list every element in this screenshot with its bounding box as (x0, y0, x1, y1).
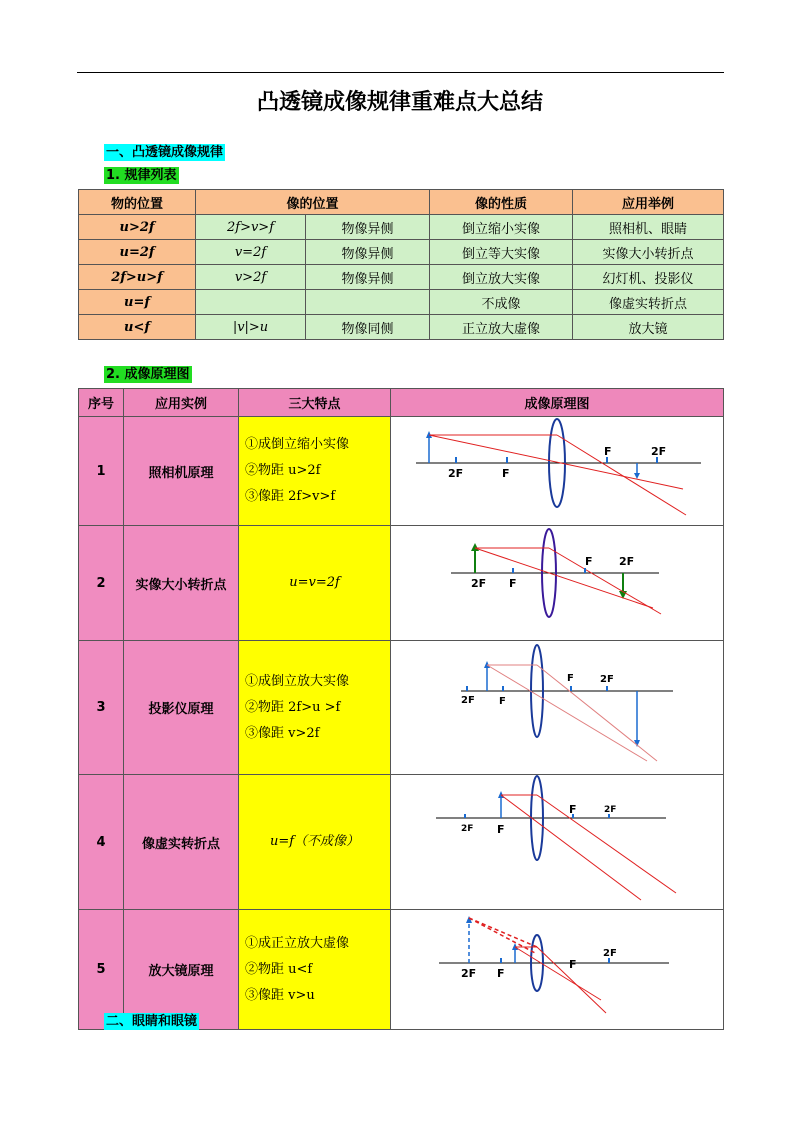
feature-line: ②物距 u>2f (245, 463, 321, 478)
label-2f-right: 2F (619, 555, 635, 568)
image-side-cell: 物像异侧 (306, 265, 430, 290)
label-2f-left: 2F (448, 467, 464, 480)
image-position-cell: |v|>u (196, 315, 306, 340)
feature-line: ③像距 v>u (245, 987, 315, 1003)
features-cell (239, 526, 391, 641)
virtual-ray-line (469, 918, 537, 947)
object-position-cell: u>2f (79, 215, 196, 240)
feature-line: u=v=2f (289, 575, 340, 590)
label-f-left: F (499, 696, 506, 707)
ray-line (537, 947, 606, 1013)
image-side-cell: 物像异侧 (306, 240, 430, 265)
table-row (79, 265, 724, 290)
table-row (79, 240, 724, 265)
object-position-cell: 2f>u>f (79, 265, 196, 290)
label-f-right: F (604, 445, 612, 458)
label-2f-left: 2F (461, 695, 475, 706)
virtual-ray-line (469, 918, 537, 954)
label-f-right: F (569, 803, 577, 816)
label-f-right: F (585, 555, 593, 568)
header-diagram: 成像原理图 (391, 389, 724, 417)
image-nature-cell: 倒立缩小实像 (430, 215, 573, 240)
label-f-right: F (567, 673, 574, 684)
label-2f-right: 2F (651, 445, 667, 458)
principle-table (78, 388, 724, 1030)
subheading-rules-table: 1. 规律列表 (106, 168, 177, 183)
row-number: 1 (79, 417, 124, 526)
object-position-cell: u=2f (79, 240, 196, 265)
feature-line: ②物距 2f>u >f (245, 699, 341, 715)
table-row (79, 526, 724, 641)
header-features: 三大特点 (239, 389, 391, 417)
label-f-left: F (497, 967, 505, 980)
features-cell (239, 641, 391, 775)
row-number: 4 (79, 775, 124, 910)
page-title: 凸透镜成像规律重难点大总结 (256, 90, 543, 115)
application-cell: 放大镜 (573, 315, 724, 340)
table-row (79, 641, 724, 775)
example-cell: 投影仪原理 (124, 641, 239, 775)
table-row (79, 775, 724, 910)
ray-line (515, 947, 601, 1000)
feature-line: ②物距 u<f (245, 961, 313, 977)
object-arrowhead-icon (471, 543, 479, 551)
section-heading-2: 二、眼睛和眼镜 (106, 1014, 198, 1029)
rules-table (78, 189, 724, 340)
application-cell: 像虚实转折点 (573, 290, 724, 315)
header-number: 序号 (79, 389, 124, 417)
table-row (79, 417, 724, 526)
label-2f-right: 2F (603, 948, 617, 959)
subheading-principle-diagrams: 2. 成像原理图 (106, 367, 190, 382)
feature-line: ①成倒立缩小实像 (245, 437, 350, 452)
application-cell: 照相机、眼睛 (573, 215, 724, 240)
label-f-right: F (569, 958, 577, 971)
diagram-cell (391, 910, 724, 1030)
projector-ray-diagram (391, 641, 724, 770)
label-2f-left: 2F (461, 824, 474, 834)
table-row (79, 215, 724, 240)
label-2f-left: 2F (461, 967, 477, 980)
ray-line (429, 435, 683, 489)
section-heading-1: 一、凸透镜成像规律 (106, 145, 224, 160)
table-row (79, 910, 724, 1030)
example-cell: 放大镜原理 (124, 910, 239, 1030)
table-header-row (79, 190, 724, 215)
image-nature-cell: 倒立放大实像 (430, 265, 573, 290)
image-nature-cell: 不成像 (430, 290, 573, 315)
label-2f-right: 2F (604, 805, 617, 815)
image-nature-cell: 倒立等大实像 (430, 240, 573, 265)
example-cell: 实像大小转折点 (124, 526, 239, 641)
features-cell (239, 775, 391, 910)
image-arrowhead-icon (634, 473, 640, 479)
feature-line: ①成正立放大虚像 (245, 935, 350, 951)
header-application: 应用举例 (573, 190, 724, 215)
feature-line: ③像距 2f>v>f (245, 489, 336, 504)
header-object-position: 物的位置 (79, 190, 196, 215)
diagram-cell (391, 417, 724, 526)
label-f-left: F (497, 823, 505, 836)
row-number: 5 (79, 910, 124, 1030)
camera-ray-diagram (391, 417, 724, 521)
image-side-cell: 物像同侧 (306, 315, 430, 340)
features-cell (239, 417, 391, 526)
image-position-cell: 2f>v>f (196, 215, 306, 240)
feature-line: ①成倒立放大实像 (245, 673, 350, 689)
table-row (79, 290, 724, 315)
ray-line (537, 665, 657, 761)
application-cell: 实像大小转折点 (573, 240, 724, 265)
example-cell: 像虚实转折点 (124, 775, 239, 910)
header-example: 应用实例 (124, 389, 239, 417)
image-side-cell: 物像异侧 (306, 215, 430, 240)
table-row (79, 315, 724, 340)
features-cell (239, 910, 391, 1030)
equal-size-ray-diagram (391, 526, 724, 636)
image-nature-cell: 正立放大虚像 (430, 315, 573, 340)
diagram-cell (391, 641, 724, 775)
object-position-cell: u=f (79, 290, 196, 315)
application-cell: 幻灯机、投影仪 (573, 265, 724, 290)
row-number: 2 (79, 526, 124, 641)
ray-line (549, 548, 661, 614)
label-2f-left: 2F (471, 577, 487, 590)
ray-line (557, 435, 686, 515)
image-side-cell (306, 290, 430, 315)
row-number: 3 (79, 641, 124, 775)
object-position-cell: u<f (79, 315, 196, 340)
header-image-position: 像的位置 (196, 190, 430, 215)
feature-line: u=f（不成像） (269, 834, 360, 849)
image-position-cell (196, 290, 306, 315)
diagram-cell (391, 526, 724, 641)
diagram-cell (391, 775, 724, 910)
example-cell: 照相机原理 (124, 417, 239, 526)
label-f-left: F (509, 577, 517, 590)
header-image-nature: 像的性质 (430, 190, 573, 215)
focal-point-ray-diagram (391, 775, 724, 905)
label-f-left: F (502, 467, 510, 480)
magnifier-ray-diagram (391, 910, 724, 1025)
feature-line: ③像距 v>2f (245, 725, 320, 741)
header-rule (77, 72, 724, 73)
image-position-cell: v>2f (196, 265, 306, 290)
label-2f-right: 2F (600, 674, 614, 685)
image-position-cell: v=2f (196, 240, 306, 265)
table-header-row (79, 389, 724, 417)
